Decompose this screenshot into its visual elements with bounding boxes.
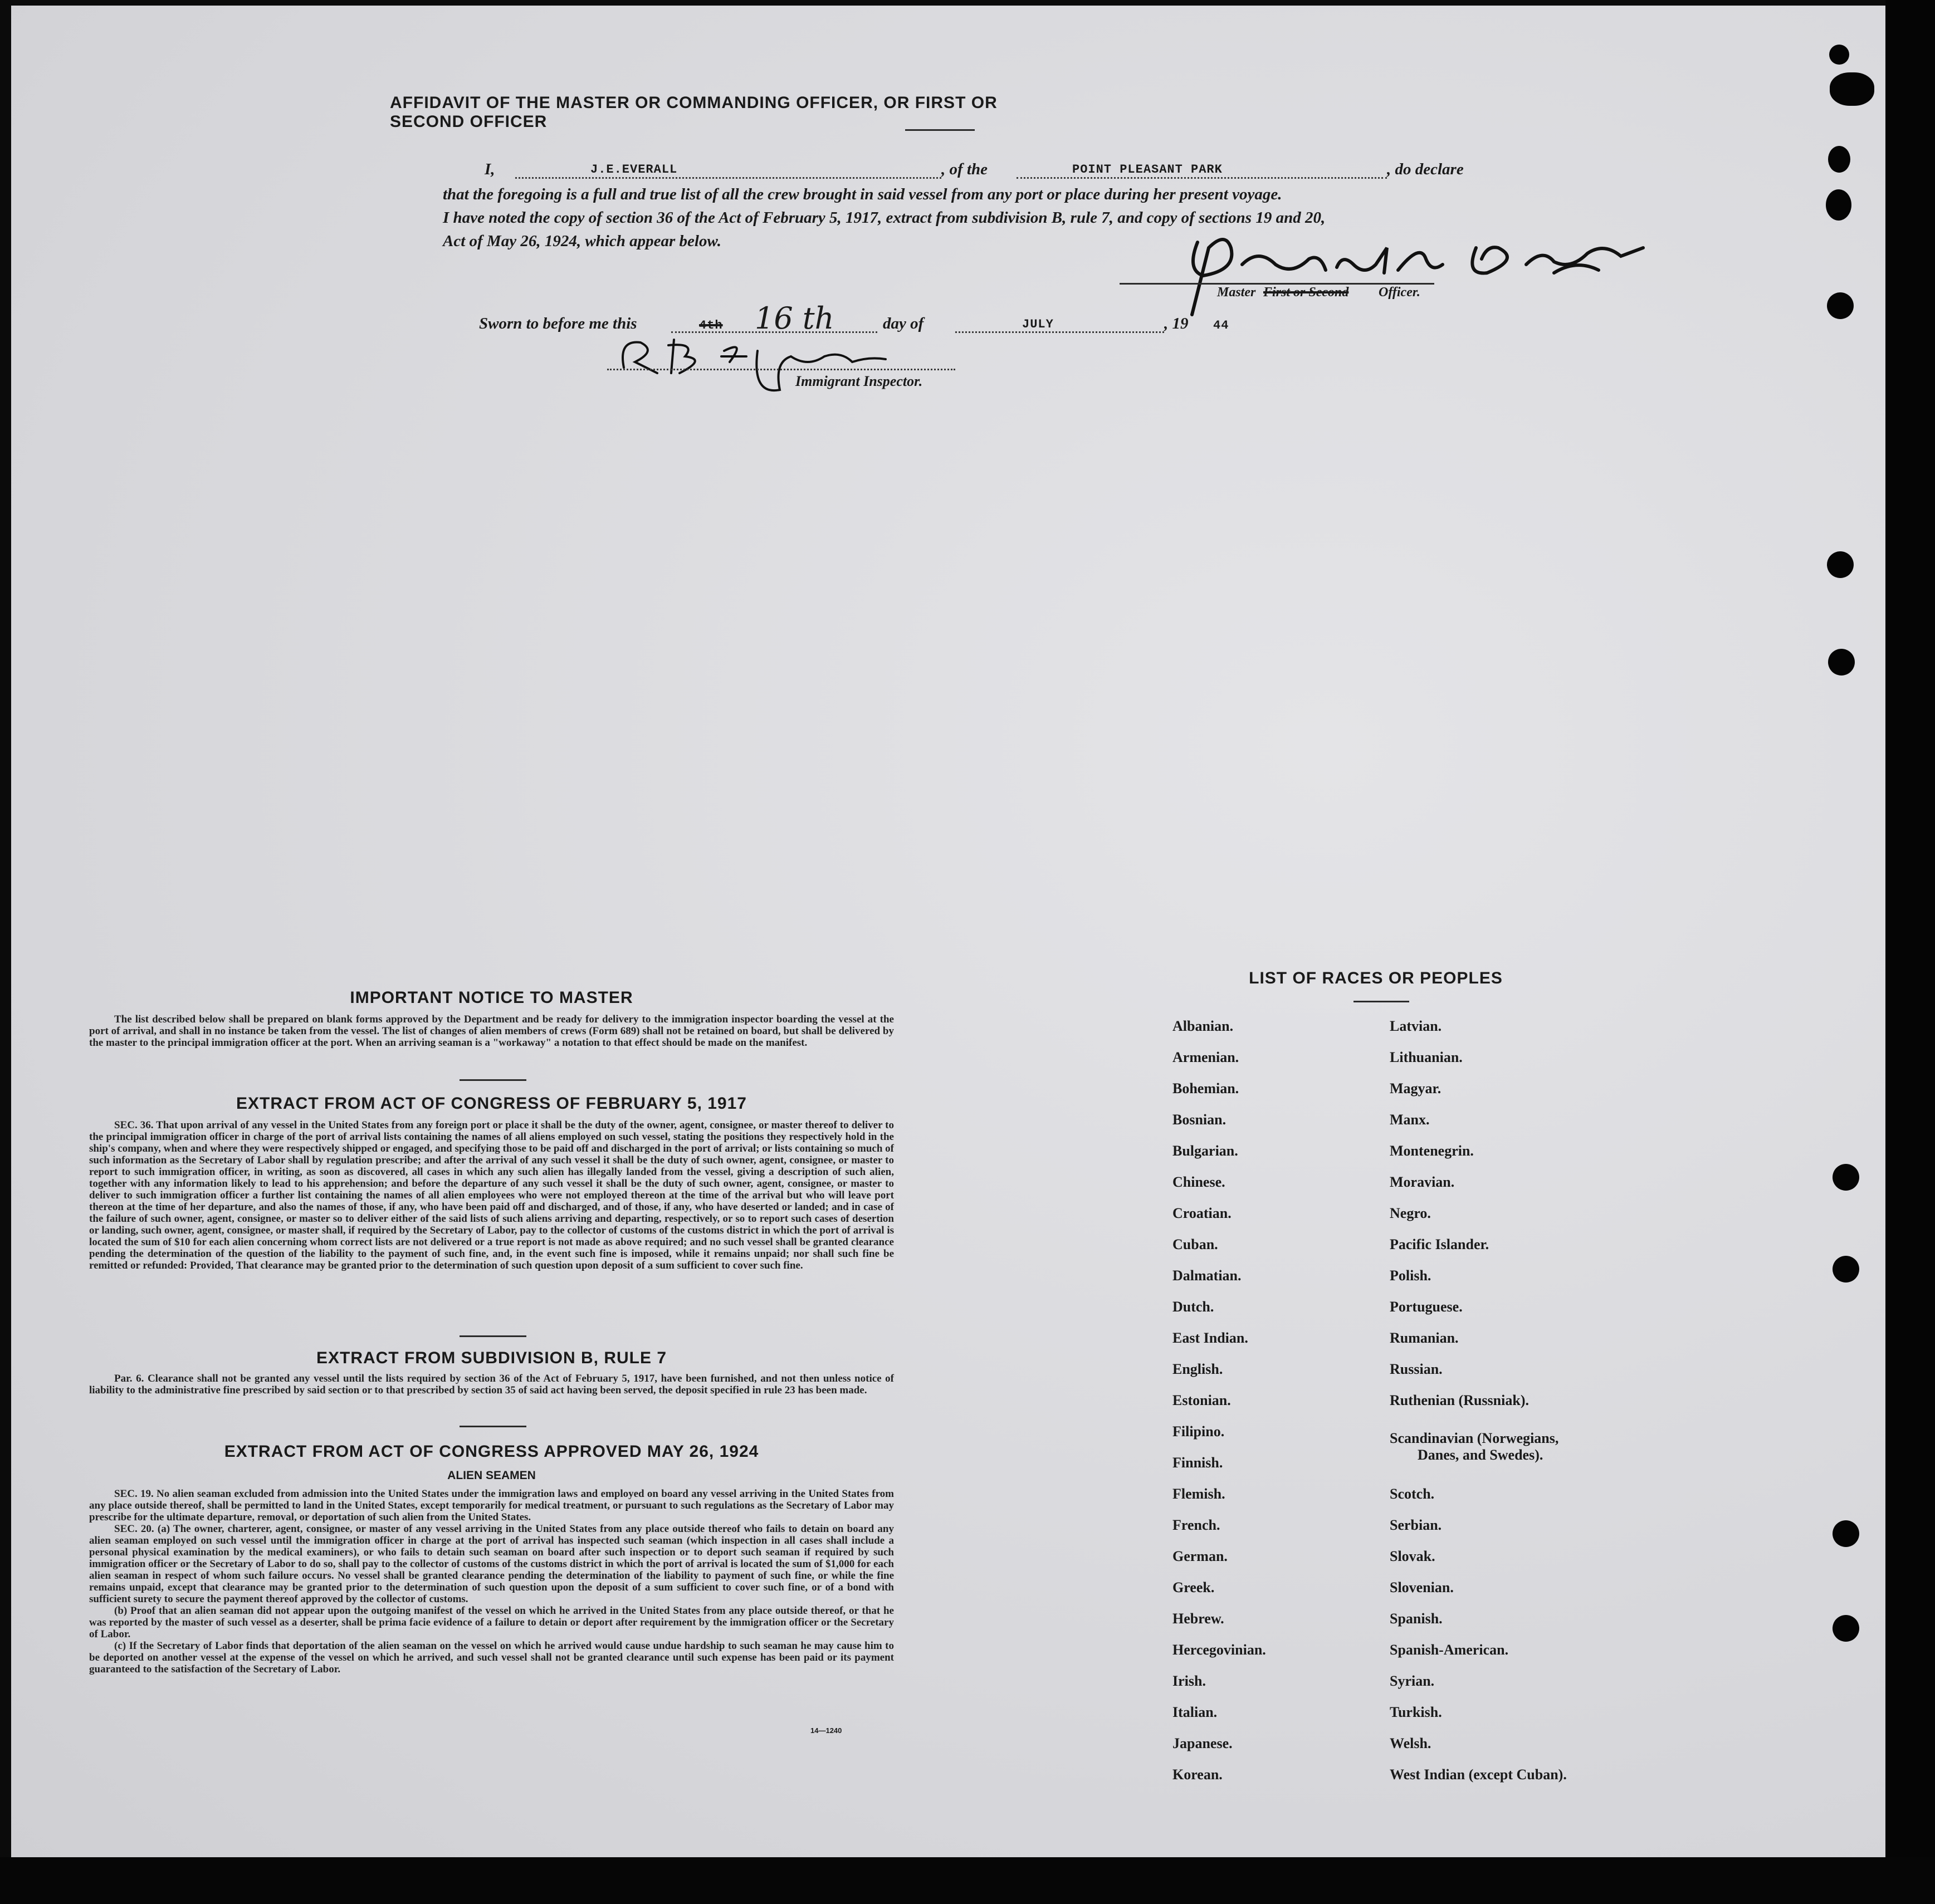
race-left-item: Armenian. [1172, 1049, 1239, 1065]
race-right-item: Serbian. [1390, 1517, 1442, 1533]
race-right-item: Slovak. [1390, 1548, 1435, 1564]
punch-hole [1826, 189, 1851, 221]
month: JULY [1022, 317, 1054, 331]
vessel-name: POINT PLEASANT PARK [1072, 163, 1223, 177]
race-right-item: Ruthenian (Russniak). [1390, 1392, 1529, 1408]
officer-suffix: Officer. [1379, 285, 1420, 300]
race-left-item: Finnish. [1172, 1455, 1223, 1471]
race-right-item: Welsh. [1390, 1735, 1431, 1751]
race-right-item: Polish. [1390, 1267, 1431, 1284]
extract-1917-body [89, 1119, 894, 1271]
extract-rule7-text: Par. 6. Clearance shall not be granted any vessel until the lists required by section 36 of the Act of February 5, 1917, have been furnished, and not then unless notice of liability to the administrative fine prescribed by said section or to that prescribed by section 35 of said act having been served, the deposit specified in rule 23 has been made. [89, 1373, 894, 1396]
race-left-item: Hercegovinian. [1172, 1642, 1266, 1658]
punch-hole [1828, 146, 1850, 173]
form-number: 14—1240 [810, 1726, 842, 1735]
extract-1924-body [89, 1488, 894, 1675]
race-right-item: Scotch. [1390, 1486, 1435, 1502]
inspector-signature [613, 329, 902, 401]
race-left-item: Dutch. [1172, 1299, 1214, 1315]
punch-hole [1830, 72, 1874, 106]
officer-name: J.E.EVERALL [590, 163, 678, 177]
day-of-text: day of [883, 315, 924, 332]
year-prefix: , 19 [1164, 315, 1189, 332]
race-left-item: Estonian. [1172, 1392, 1231, 1408]
race-left-item: French. [1172, 1517, 1220, 1533]
punch-hole [1828, 649, 1855, 676]
sec-20c-text: (c) If the Secretary of Labor finds that deportation of the alien seaman on the vessel on which he arrived would cause undue hardship to such seaman he may cause him to be deported on another vessel at the expense of the vessel on which he arrived, and such vessel shall not be granted clearance until such expense has been paid or its payment guaranteed to the satisfaction of the Secretary of Labor. [89, 1640, 894, 1675]
race-left-item: Hebrew. [1172, 1611, 1224, 1627]
race-right-item: Syrian. [1390, 1673, 1435, 1689]
extract-1917-title: EXTRACT FROM ACT OF CONGRESS OF FEBRUARY 5, 1917 [236, 1094, 747, 1113]
race-left-item: East Indian. [1172, 1330, 1248, 1346]
notice-text: The list described below shall be prepared on blank forms approved by the Department and be ready for delivery to the immigration inspector boarding the vessel at the port of arrival, and shall in no instance be taken from the vessel. The list of changes of alien members of crews (Form 689) shall not be retained on board, but shall be delivered by the master to the principal immigration officer at the port. When an arriving seaman is a "workaway" a notation to that effect should be made on the manifest. [89, 1014, 894, 1049]
race-right-item: Scandinavian (Norwegians, [1390, 1430, 1559, 1446]
scan-border-right [1885, 0, 1935, 1904]
race-left-item: Croatian. [1172, 1205, 1232, 1221]
section-rule [460, 1335, 526, 1337]
extract-1917-text: SEC. 36. That upon arrival of any vessel in the United States from any foreign port or place it shall be the duty of the owner, agent, consignee, or master thereof to deliver to the principal immigration officer in charge of the port of arrival lists containing the names of all aliens employed on such vessel, stating the positions they respectively hold in the ship's company, when and where they were respectively shipped or engaged, and specifying those to be paid off and discharged in the port of arrival; or lists containing so much of such information as the Secretary of Labor shall by regulation prescribe; and after the arrival of any such vessel it shall be the duty of such owner, agent, consignee, or master to report to such immigration officer, in writing, as soon as discovered, all cases in which any such alien has illegally landed from the vessel, giving a description of such alien, together with any information likely to lead to his apprehension; and before the departure of any such vessel it shall be the duty of such owner, agent, consignee, or master to deliver to such immigration officer a further list containing the names of all alien employees who were not employed thereon at the time of the arrival but who will leave port thereon at the time of her departure, and also the names of those, if any, who have been paid off and discharged, and of those, if any, who have deserted or landed; and in case of the failure of such owner, agent, consignee, or master so to deliver either of the said lists of such aliens arriving and departing, respectively, or so to report such cases of desertion or landing, such owner, agent, consignee, or master shall, if required by the Secretary of Labor, pay to the collector of customs of the customs district in which the port of arrival is located the sum of $10 for each alien concerning whom correct lists are not delivered or a true report is not made as above required; and no such vessel shall be granted clearance pending the determination of the question of the liability to the payment of such fine, and, in the event such fine is imposed, while it remains unpaid; nor shall such fine be remitted or refunded: Provided, That clearance may be granted prior to the determination of such question upon deposit of a sum sufficient to cover such fine. [89, 1119, 894, 1271]
races-rule [1353, 1001, 1409, 1002]
race-right-item: Spanish-American. [1390, 1642, 1509, 1658]
extract-rule7-title: EXTRACT FROM SUBDIVISION B, RULE 7 [316, 1349, 667, 1367]
affidavit-line-4: Act of May 26, 1924, which appear below. [443, 232, 721, 250]
race-right-item: Latvian. [1390, 1018, 1442, 1034]
punch-hole [1833, 1520, 1859, 1547]
of-the-text: , of the [941, 160, 988, 178]
punch-hole [1827, 292, 1854, 319]
race-left-item: Greek. [1172, 1579, 1215, 1595]
extract-1924-subtitle: ALIEN SEAMEN [447, 1469, 536, 1482]
race-left-item: Bosnian. [1172, 1112, 1227, 1128]
sec-19-text: SEC. 19. No alien seaman excluded from admission into the United States under the immigration laws and employed on board any vessel arriving in the United States from any place outside thereof, shall be permitted to land in the United States, except temporarily for medical treatment, or pursuant to such regulations as the Secretary of Labor may prescribe for the ultimate departure, removal, or deportation of such alien from the United States. [89, 1488, 894, 1523]
race-left-item: Filipino. [1172, 1423, 1225, 1440]
title-rule [905, 129, 975, 131]
sec-20b-text: (b) Proof that an alien seaman did not appear upon the outgoing manifest of the vessel on which he arrived in the United States from any place outside thereof, or that he was reported by the master of such vessel as a deserter, shall be prima facie evidence of a failure to detain or deport after requirement by the immigration officer or the Secretary of Labor. [89, 1605, 894, 1640]
sec-20a-text: SEC. 20. (a) The owner, charterer, agent, consignee, or master of any vessel arriving in the United States from any place outside thereof who fails to detain on board any alien seaman employed on such vessel until the immigration officer in charge at the port of arrival has inspected such seaman (which inspection in all cases shall include a personal physical examination by the medical examiners), or who fails to detain such seaman on board after such inspection or to deport such seaman if required by such immigration officer or the Secretary of Labor to do so, shall pay to the collector of customs of the customs district in which the port of arrival is located the sum of $1,000 for each alien seaman in respect of whom such failure occurs. No vessel shall be granted clearance pending the determination of the liability to payment of such fine, or while the fine remains unpaid, except that clearance may be granted prior to the determination of such question upon the deposit of a sum sufficient to cover such fine, or of a bond with sufficient surety to secure the payment thereof approved by the collector of customs. [89, 1523, 894, 1605]
punch-hole [1833, 1256, 1859, 1283]
race-right-item: Lithuanian. [1390, 1049, 1463, 1065]
master-signature [1164, 226, 1654, 326]
race-right-item: Portuguese. [1390, 1299, 1463, 1315]
month-underline [955, 331, 1164, 333]
inspector-caption: Immigrant Inspector. [795, 373, 923, 389]
race-left-item: Cuban. [1172, 1236, 1218, 1252]
punch-hole [1827, 551, 1854, 578]
affidavit-pronoun: I, [485, 160, 495, 178]
officer-caption: Master [1217, 285, 1256, 300]
race-left-item: Irish. [1172, 1673, 1206, 1689]
race-left-item: Italian. [1172, 1704, 1218, 1720]
punch-hole [1833, 1164, 1859, 1191]
race-right-item: Rumanian. [1390, 1330, 1459, 1346]
race-right-item: Spanish. [1390, 1611, 1443, 1627]
inspector-signature-line [607, 369, 955, 370]
master-signature-line [1120, 283, 1434, 285]
race-left-item: Bohemian. [1172, 1080, 1239, 1097]
vessel-underline [1017, 177, 1387, 179]
race-left-item: English. [1172, 1361, 1223, 1377]
year-suffix: 44 [1213, 319, 1229, 332]
race-right-item: Turkish. [1390, 1704, 1442, 1720]
notice-title: IMPORTANT NOTICE TO MASTER [350, 988, 633, 1007]
race-right-item: Pacific Islander. [1390, 1236, 1489, 1252]
officer-struck: First or Second [1263, 285, 1349, 300]
extract-1924-title: EXTRACT FROM ACT OF CONGRESS APPROVED MAY 26, 1924 [224, 1442, 759, 1461]
notice-body [89, 1014, 894, 1049]
race-left-item: Dalmatian. [1172, 1267, 1242, 1284]
race-left-item: Korean. [1172, 1766, 1223, 1783]
section-rule [460, 1079, 526, 1081]
name-underline [515, 177, 941, 179]
race-left-item: Albanian. [1172, 1018, 1234, 1034]
scan-border-bottom [0, 1857, 1935, 1904]
section-rule [460, 1426, 526, 1427]
punch-hole [1833, 1615, 1859, 1642]
affidavit-line-3: I have noted the copy of section 36 of the Act of February 5, 1917, extract from subdivision B, rule 7, and copy of sections 19 and 20, [443, 209, 1326, 227]
affidavit-title: AFFIDAVIT OF THE MASTER OR COMMANDING OFFICER, OR FIRST OR SECOND OFFICER [390, 94, 998, 131]
sworn-struck-day: 4th [699, 319, 723, 332]
affidavit-line-2: that the foregoing is a full and true list of all the crew brought in said vessel from any port or place during her present voyage. [443, 185, 1282, 203]
extract-rule7-body [89, 1373, 894, 1396]
race-left-item: Flemish. [1172, 1486, 1225, 1502]
race-right-item: Danes, and Swedes). [1418, 1447, 1543, 1463]
race-left-item: Chinese. [1172, 1174, 1225, 1190]
sworn-prefix: Sworn to before me this [479, 315, 637, 332]
race-right-item: Manx. [1390, 1112, 1430, 1128]
do-declare-text: , do declare [1387, 160, 1464, 178]
race-right-item: Moravian. [1390, 1174, 1455, 1190]
race-right-item: Negro. [1390, 1205, 1431, 1221]
race-left-item: Bulgarian. [1172, 1143, 1238, 1159]
races-title: LIST OF RACES OR PEOPLES [1249, 969, 1503, 987]
race-right-item: Magyar. [1390, 1080, 1442, 1097]
sworn-day: 16 th [755, 301, 834, 336]
race-right-item: West Indian (except Cuban). [1390, 1766, 1567, 1783]
race-left-item: Japanese. [1172, 1735, 1233, 1751]
punch-hole [1829, 45, 1849, 65]
race-right-item: Montenegrin. [1390, 1143, 1474, 1159]
race-right-item: Russian. [1390, 1361, 1443, 1377]
race-right-item: Slovenian. [1390, 1579, 1454, 1595]
race-left-item: German. [1172, 1548, 1228, 1564]
